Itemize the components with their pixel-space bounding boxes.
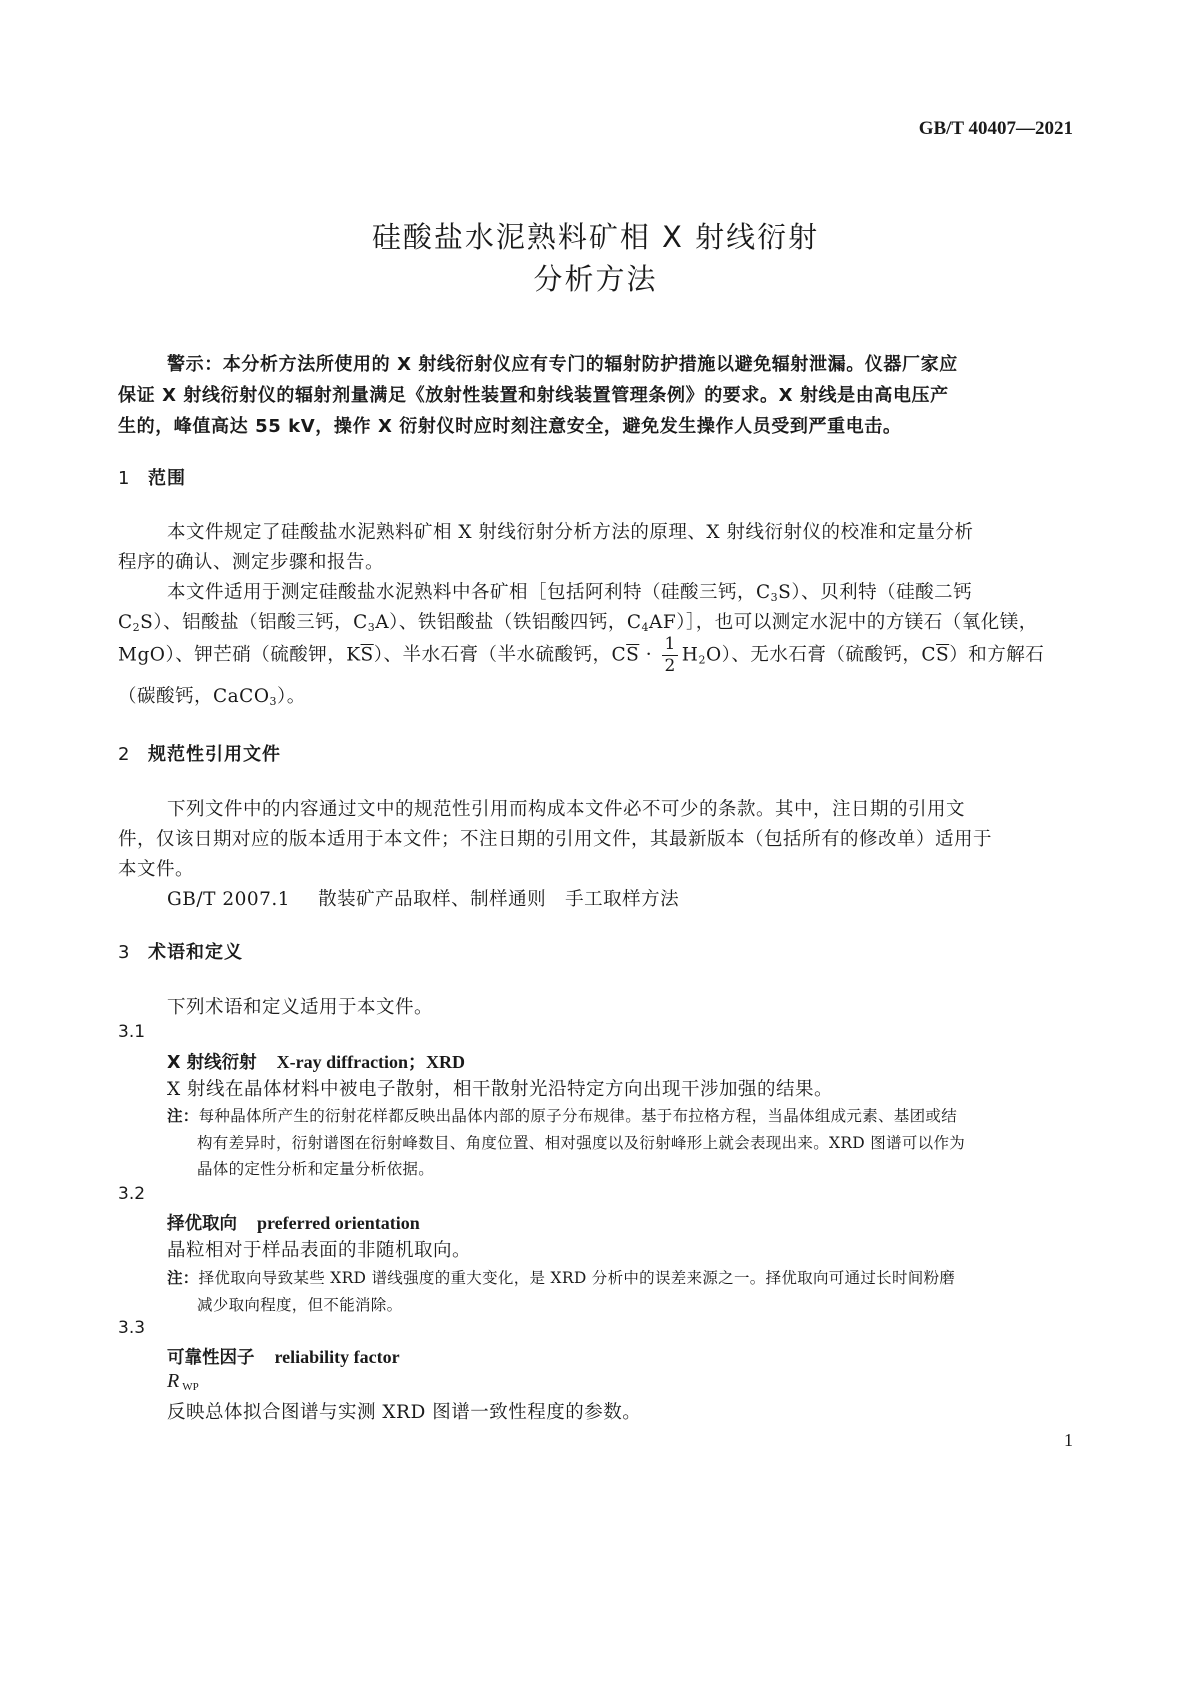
subscript: 4 <box>641 621 650 634</box>
note-label: 注： <box>167 1107 199 1125</box>
section-number: 2 <box>118 744 130 765</box>
text-run: C <box>118 612 133 633</box>
text-run: （碳酸钙，CaCO <box>118 686 270 707</box>
term-zh: 择优取向 <box>167 1214 237 1234</box>
term-number: 3.3 <box>118 1318 146 1338</box>
term-heading <box>167 1048 465 1074</box>
reference-title: 散装矿产品取样、制样通则 手工取样方法 <box>318 889 680 910</box>
term-en: preferred orientation <box>257 1213 420 1233</box>
note-line <box>167 1104 957 1126</box>
term-definition: 晶粒相对于样品表面的非随机取向。 <box>167 1240 472 1261</box>
warning-line: 保证 X 射线衍射仪的辐射剂量满足《放射性装置和射线装置管理条例》的要求。X 射线是由高电压产 <box>118 385 949 406</box>
text-run: ）、半水石膏（半水硫酸钙，C <box>373 644 627 666</box>
note-text: 每种晶体所产生的衍射花样都反映出晶体内部的原子分布规律。基于布拉格方程，当晶体组成元素、基团或结 <box>198 1107 958 1125</box>
subscript: 3 <box>367 621 376 634</box>
overline-symbol: $\overline{S}$ <box>360 644 374 666</box>
term-en: X-ray diffraction；XRD <box>276 1052 466 1072</box>
section-number: 3 <box>118 942 130 963</box>
paragraph-line: 下列术语和定义适用于本文件。 <box>167 997 434 1018</box>
reference-entry <box>167 885 679 911</box>
section-heading <box>118 938 243 964</box>
document-title-line2: 分析方法 <box>533 262 658 296</box>
fraction-numerator: 1 <box>664 634 676 654</box>
symbol-subscript: WP <box>182 1381 199 1393</box>
paragraph-line: 本文件。 <box>118 859 195 880</box>
standard-code: GB/T 40407—2021 <box>918 118 1073 139</box>
section-title: 术语和定义 <box>148 942 243 963</box>
text-run: A）、铁铝酸盐（铁铝酸四钙，C <box>375 612 642 633</box>
section-number: 1 <box>118 468 130 489</box>
term-en: reliability factor <box>274 1347 400 1367</box>
term-number: 3.1 <box>118 1022 146 1042</box>
page-number: 1 <box>1064 1430 1073 1450</box>
warning-line: 生的，峰值高达 55 kV，操作 X 衍射仪时应时刻注意安全，避免发生操作人员受到严重电击。 <box>118 416 902 437</box>
symbol-letter: R <box>167 1370 180 1392</box>
text-run: MgO）、钾芒硝（硫酸钾，K <box>118 644 361 666</box>
text-run: AF）］，也可以测定水泥中的方镁石（氧化镁， <box>649 612 1038 633</box>
text-run: ）和方解石 <box>949 644 1045 666</box>
note-label: 注： <box>167 1269 199 1287</box>
note-line: 减少取向程度，但不能消除。 <box>197 1296 403 1314</box>
section-title: 范围 <box>148 468 186 489</box>
term-zh: X 射线衍射 <box>167 1053 257 1073</box>
subscript: 3 <box>770 591 779 604</box>
subscript: 2 <box>698 653 706 667</box>
term-heading <box>167 1210 420 1235</box>
term-zh: 可靠性因子 <box>167 1348 255 1368</box>
term-definition: X 射线在晶体材料中被电子散射，相干散射光沿特定方向出现干涉加强的结果。 <box>167 1079 834 1100</box>
overline-symbol: $\overline{S}$ <box>936 644 950 666</box>
term-number: 3.2 <box>118 1184 146 1204</box>
fraction <box>662 636 677 675</box>
reference-code: GB/T 2007.1 <box>167 889 291 910</box>
note-line: 晶体的定性分析和定量分析依据。 <box>197 1160 435 1178</box>
paragraph-line <box>167 578 972 604</box>
document-title-line1: 硅酸盐水泥熟料矿相 X 射线衍射 <box>371 220 820 254</box>
text-run: ）。 <box>277 686 306 707</box>
paragraph-line <box>118 682 306 708</box>
section-title: 规范性引用文件 <box>148 744 281 765</box>
text-run: H <box>681 644 699 666</box>
paragraph-line: 本文件规定了硅酸盐水泥熟料矿相 X 射线衍射分析方法的原理、X 射线衍射仪的校准和定量分析 <box>167 522 974 543</box>
text-run: S）、铝酸盐（铝酸三钙，C <box>140 612 368 633</box>
note-line: 构有差异时，衍射谱图在衍射峰数目、角度位置、相对强度以及衍射峰形上就会表现出来。XRD 图谱可以作为 <box>197 1134 966 1152</box>
term-definition: 反映总体拟合图谱与实测 XRD 图谱一致性程度的参数。 <box>167 1402 642 1423</box>
text-run: 本文件适用于测定硅酸盐水泥熟料中各矿相［包括阿利特（硅酸三钙，C <box>167 582 771 603</box>
text-run: O）、无水石膏（硫酸钙，C <box>705 644 937 666</box>
fraction-denominator: 2 <box>664 656 676 676</box>
section-heading <box>118 740 281 766</box>
text-run: S）、贝利特（硅酸二钙 <box>778 582 973 603</box>
section-heading <box>118 464 186 490</box>
text-run: · <box>639 644 659 666</box>
overline-symbol: $\overline{S}$ <box>626 644 640 666</box>
subscript: 2 <box>132 621 141 634</box>
note-line <box>167 1266 955 1288</box>
paragraph-line <box>118 608 1038 634</box>
paragraph-line: 下列文件中的内容通过文中的规范性引用而构成本文件必不可少的条款。其中，注日期的引用文 <box>167 799 966 820</box>
paragraph-line: 程序的确认、测定步骤和报告。 <box>118 552 385 573</box>
warning-line: 警示：本分析方法所使用的 X 射线衍射仪应有专门的辐射防护措施以避免辐射泄漏。仪器厂家应 <box>167 354 958 375</box>
paragraph-line <box>118 636 1044 675</box>
subscript: 3 <box>269 695 278 708</box>
note-text: 择优取向导致某些 XRD 谱线强度的重大变化，是 XRD 分析中的误差来源之一。择优取向可通过长时间粉磨 <box>198 1269 956 1287</box>
term-heading <box>167 1344 400 1369</box>
term-symbol <box>167 1370 199 1393</box>
paragraph-line: 件，仅该日期对应的版本适用于本文件；不注日期的引用文件，其最新版本（包括所有的修改单）适用于 <box>118 829 993 850</box>
